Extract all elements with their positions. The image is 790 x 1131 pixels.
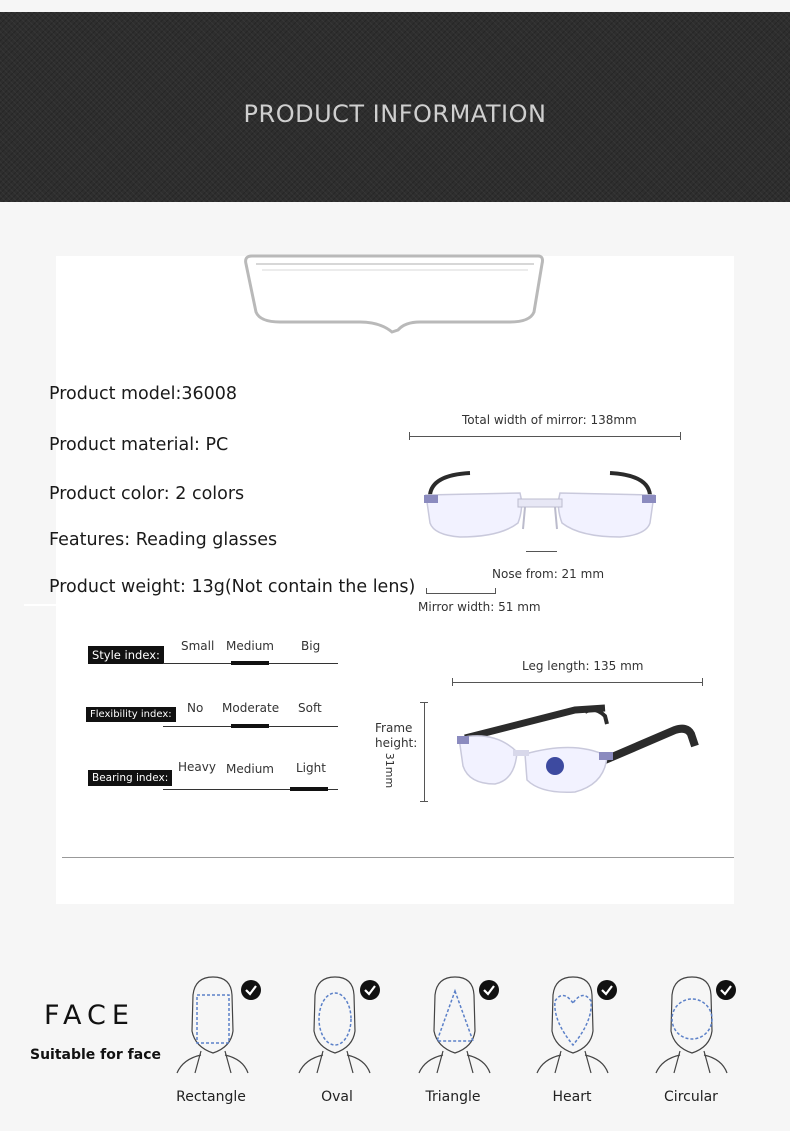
flex-option-moderate: Moderate: [222, 701, 280, 715]
bearing-option-medium: Medium: [226, 762, 274, 776]
rectangle-check-icon: [241, 980, 261, 1000]
frame-height-label: Frame height:: [375, 721, 418, 750]
section-divider: [62, 857, 734, 858]
style-option-small: Small: [181, 639, 215, 653]
bearing-option-heavy: Heavy: [178, 760, 216, 774]
heart-check-icon: [597, 980, 617, 1000]
flex-index-marker: [231, 724, 269, 728]
glasses-side-image: [455, 700, 700, 800]
style-option-big: Big: [301, 639, 321, 653]
face-label-heart: Heart: [552, 1089, 592, 1105]
total-width-line: [409, 436, 681, 437]
flex-option-no: No: [187, 701, 204, 715]
frame-height-line: [424, 702, 425, 802]
glasses-case-image: [240, 250, 550, 335]
face-label-oval: Oval: [321, 1089, 353, 1105]
mirror-width-label: Mirror width: 51 mm: [418, 600, 541, 614]
style-index-badge: Style index:: [88, 646, 164, 664]
total-width-label: Total width of mirror: 138mm: [462, 413, 637, 427]
dim-tick: [702, 678, 703, 686]
dim-tick: [495, 588, 496, 594]
style-index-marker: [231, 661, 269, 665]
dim-tick: [420, 702, 428, 703]
leg-length-line: [452, 682, 703, 683]
face-title: FACE: [44, 1000, 135, 1031]
product-features: Features: Reading glasses: [49, 530, 278, 550]
glasses-front-image: [420, 465, 660, 545]
dim-tick: [420, 801, 428, 802]
face-subtitle: Suitable for face: [30, 1047, 161, 1063]
nose-label: Nose from: 21 mm: [492, 567, 605, 581]
bearing-index-badge: Bearing index:: [88, 770, 172, 786]
mirror-width-line: [426, 593, 496, 594]
triangle-check-icon: [479, 980, 499, 1000]
frame-height-value: 31mm: [383, 752, 397, 789]
nose-line: [526, 551, 557, 552]
face-label-circular: Circular: [664, 1089, 718, 1105]
circular-check-icon: [716, 980, 736, 1000]
header-title: PRODUCT INFORMATION: [243, 100, 547, 128]
leg-length-label: Leg length: 135 mm: [522, 659, 644, 673]
header-banner: [0, 12, 790, 202]
dim-tick: [426, 588, 427, 594]
bearing-option-light: Light: [296, 761, 326, 775]
product-material: Product material: PC: [49, 435, 229, 455]
flexibility-index-badge: Flexibility index:: [86, 707, 176, 722]
style-option-medium: Medium: [226, 639, 274, 653]
face-rectangle-image: [175, 975, 250, 1075]
face-label-triangle: Triangle: [425, 1089, 481, 1105]
face-label-rectangle: Rectangle: [176, 1089, 246, 1105]
oval-check-icon: [360, 980, 380, 1000]
product-model: Product model:36008: [49, 384, 238, 404]
divider: [24, 604, 114, 606]
product-color: Product color: 2 colors: [49, 484, 245, 504]
bearing-index-marker: [290, 787, 328, 791]
product-weight: Product weight: 13g(Not contain the lens): [49, 577, 416, 597]
flex-option-soft: Soft: [298, 701, 322, 715]
dim-tick: [409, 432, 410, 440]
dim-tick: [452, 678, 453, 686]
dim-tick: [680, 432, 681, 440]
